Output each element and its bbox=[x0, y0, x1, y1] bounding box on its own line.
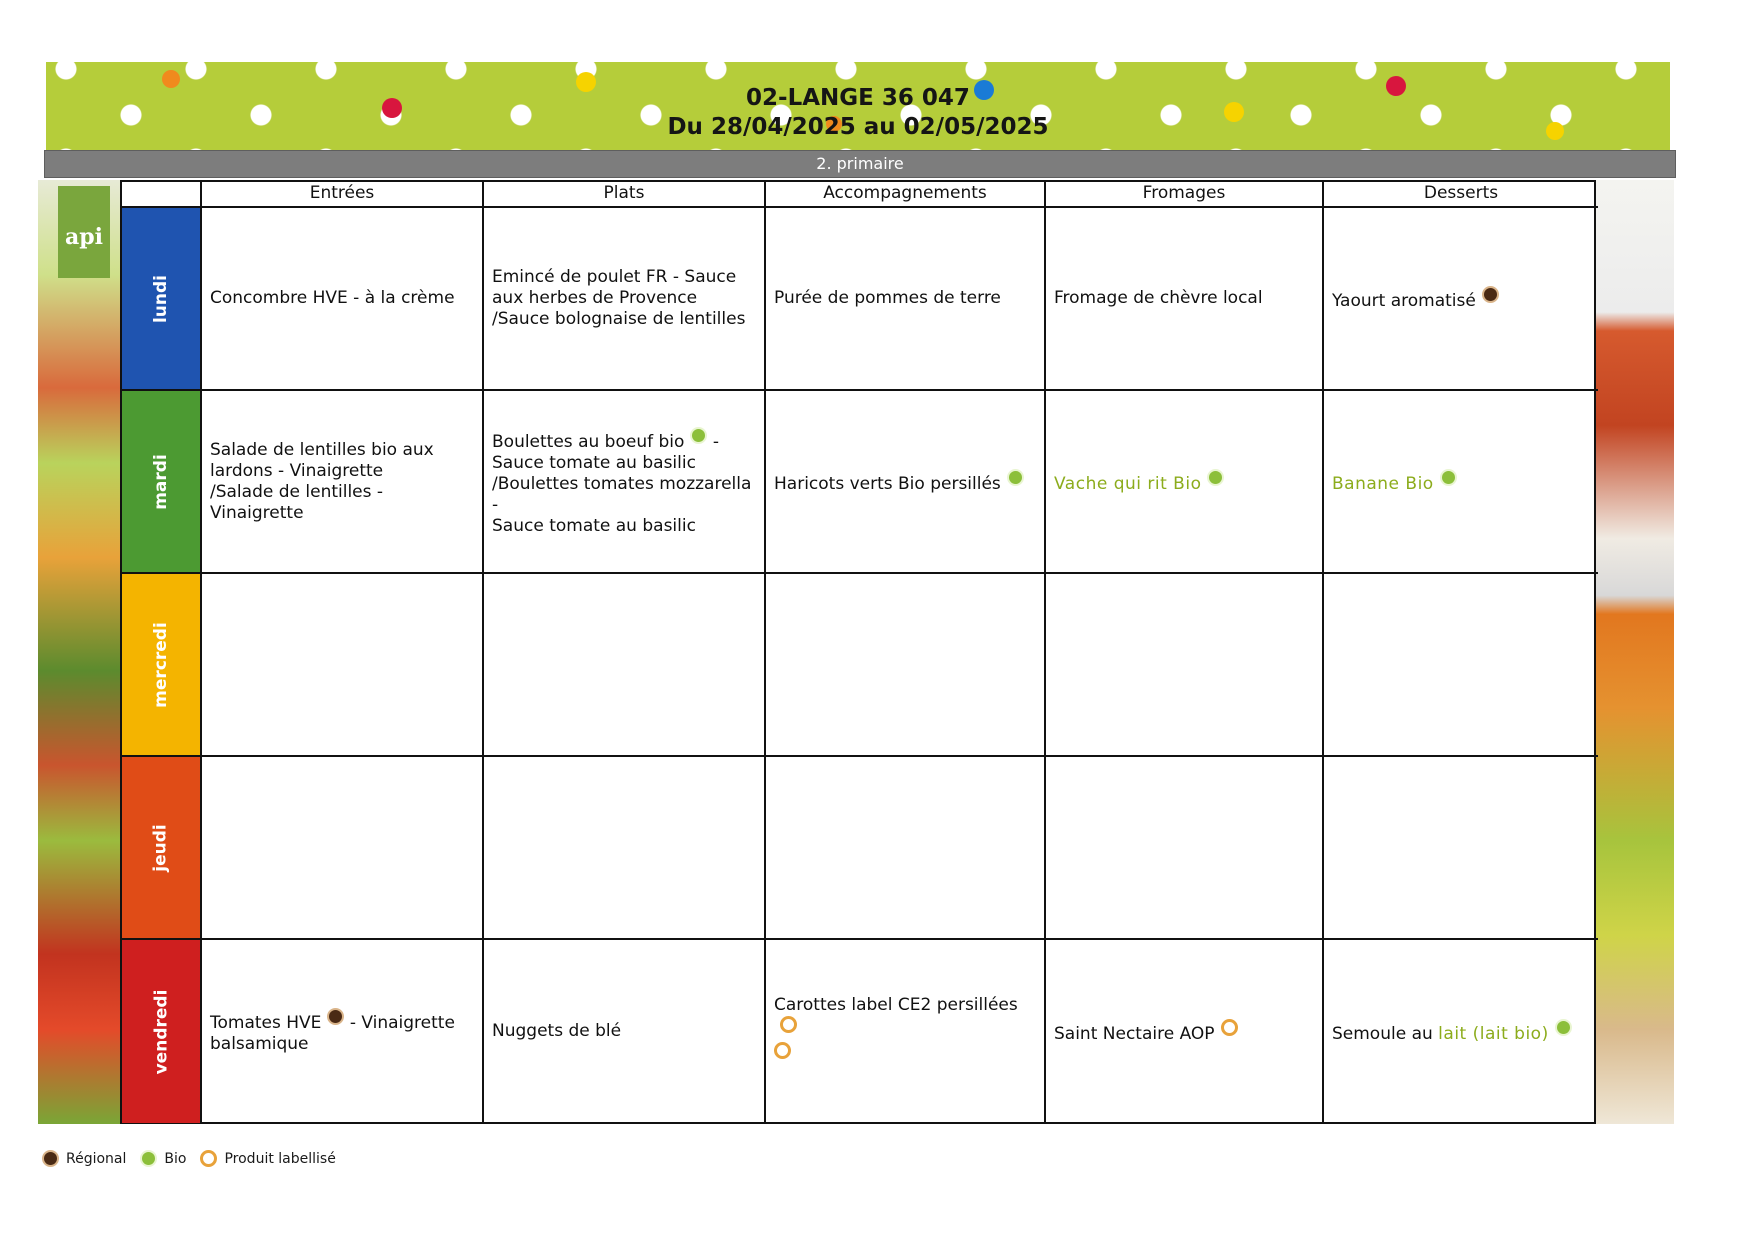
day-label-mardi bbox=[122, 391, 202, 574]
day-label-mercredi bbox=[122, 574, 202, 757]
menu-cell-mardi-entrees bbox=[202, 391, 484, 574]
menu-item-text: lait (lait bio) bbox=[1438, 1023, 1549, 1044]
bio-icon bbox=[1555, 1019, 1572, 1036]
menu-cell-mardi-desserts bbox=[1324, 391, 1598, 574]
day-name: mercredi bbox=[151, 621, 171, 708]
day-name: vendredi bbox=[151, 989, 172, 1074]
bio-icon bbox=[690, 427, 707, 444]
header-banner bbox=[46, 62, 1670, 152]
legend-label: Régional bbox=[66, 1150, 127, 1167]
menu-cell-mercredi-entrees bbox=[202, 574, 484, 757]
regional-icon bbox=[327, 1008, 344, 1025]
menu-item-text: Carottes label CE2 persillées bbox=[774, 995, 1018, 1015]
menu-cell-mercredi-plats bbox=[484, 574, 766, 757]
bio-icon bbox=[140, 1150, 157, 1167]
regional-icon bbox=[1482, 286, 1499, 303]
menu-cell-jeudi-plats bbox=[484, 757, 766, 940]
corner-cell bbox=[122, 182, 202, 208]
group-bar: 2. primaire bbox=[44, 150, 1676, 178]
menu-item-text: Purée de pommes de terre bbox=[774, 288, 1001, 308]
right-photo-strip bbox=[1596, 180, 1674, 1124]
legend bbox=[42, 1150, 344, 1167]
menu-cell-mercredi-fromages bbox=[1046, 574, 1324, 757]
day-name: jeudi bbox=[151, 823, 171, 872]
menu-item-text: Fromage de chèvre local bbox=[1054, 288, 1263, 308]
menu-cell-jeudi-accompagnements bbox=[766, 757, 1046, 940]
menu-item-text: - Vinaigrette balsamique bbox=[210, 1013, 455, 1054]
menu-cell-vendredi-desserts bbox=[1324, 940, 1598, 1123]
menu-cell-mardi-plats bbox=[484, 391, 766, 574]
menu-item-text: - bbox=[712, 431, 719, 452]
menu-item-text: /Boulettes tomates mozzarella - bbox=[492, 473, 752, 515]
menu-cell-jeudi-fromages bbox=[1046, 757, 1324, 940]
label-icon bbox=[774, 1042, 791, 1059]
menu-item-text: Vache qui rit Bio bbox=[1054, 473, 1202, 494]
legend-label: Bio bbox=[164, 1150, 187, 1167]
menu-item-text: Sauce tomate au basilic bbox=[492, 515, 696, 536]
menu-cell-lundi-plats bbox=[484, 208, 766, 391]
bio-icon bbox=[1440, 469, 1457, 486]
legend-label: Produit labellisé bbox=[224, 1150, 336, 1167]
menu-cell-jeudi-entrees bbox=[202, 757, 484, 940]
column-header: Accompagnements bbox=[766, 182, 1046, 208]
column-header: Desserts bbox=[1324, 182, 1598, 208]
menu-item-text: /Salade de lentilles - Vinaigrette bbox=[210, 481, 384, 523]
menu-cell-vendredi-accompagnements bbox=[766, 940, 1046, 1123]
column-header: Plats bbox=[484, 182, 766, 208]
left-photo-strip bbox=[38, 180, 120, 1124]
day-name: mardi bbox=[150, 453, 171, 510]
menu-cell-lundi-fromages bbox=[1046, 208, 1324, 391]
menu-cell-vendredi-entrees bbox=[202, 940, 484, 1123]
menu-item-text: /Sauce bolognaise de lentilles bbox=[492, 309, 746, 329]
menu-cell-mardi-fromages bbox=[1046, 391, 1324, 574]
menu-cell-vendredi-fromages bbox=[1046, 940, 1324, 1123]
menu-cell-mercredi-desserts bbox=[1324, 574, 1598, 757]
menu-cell-mardi-accompagnements bbox=[766, 391, 1046, 574]
menu-item-text: Salade de lentilles bio aux lardons - Vinaigrette bbox=[210, 439, 434, 481]
menu-item-text: Sauce tomate au basilic bbox=[492, 452, 696, 473]
school-code: 02-LANGE 36 047 bbox=[746, 85, 970, 111]
day-label-lundi bbox=[122, 208, 202, 391]
menu-item-text: Nuggets de blé bbox=[492, 1021, 622, 1041]
menu-item-text: Banane Bio bbox=[1332, 473, 1434, 494]
date-range: Du 28/04/2025 au 02/05/2025 bbox=[667, 114, 1049, 140]
menu-cell-mercredi-accompagnements bbox=[766, 574, 1046, 757]
menu-item-text: Semoule au bbox=[1332, 1023, 1433, 1044]
menu-item-text: Haricots verts Bio persillés bbox=[774, 473, 1001, 494]
label-icon bbox=[200, 1150, 217, 1167]
regional-icon bbox=[42, 1150, 59, 1167]
bio-icon bbox=[1007, 469, 1024, 486]
api-logo: api bbox=[58, 186, 110, 278]
menu-title bbox=[46, 84, 1670, 142]
column-header: Fromages bbox=[1046, 182, 1324, 208]
day-name: lundi bbox=[151, 274, 171, 323]
menu-item-text: Boulettes au boeuf bio bbox=[492, 431, 685, 452]
day-label-jeudi bbox=[122, 757, 202, 940]
column-header: Entrées bbox=[202, 182, 484, 208]
menu-item-text: Yaourt aromatisé bbox=[1332, 290, 1476, 311]
menu-cell-lundi-accompagnements bbox=[766, 208, 1046, 391]
label-icon bbox=[780, 1016, 797, 1033]
menu-cell-lundi-entrees bbox=[202, 208, 484, 391]
menu-item-text: Concombre HVE - à la crème bbox=[210, 288, 455, 308]
menu-cell-lundi-desserts bbox=[1324, 208, 1598, 391]
menu-item-text: Tomates HVE bbox=[210, 1013, 322, 1033]
menu-table bbox=[120, 180, 1596, 1124]
menu-cell-jeudi-desserts bbox=[1324, 757, 1598, 940]
bio-icon bbox=[1207, 469, 1224, 486]
menu-cell-vendredi-plats bbox=[484, 940, 766, 1123]
day-label-vendredi bbox=[122, 940, 202, 1123]
menu-item-text: Emincé de poulet FR - Sauce aux herbes de Provence bbox=[492, 267, 737, 308]
label-icon bbox=[1221, 1019, 1238, 1036]
menu-item-text: Saint Nectaire AOP bbox=[1054, 1023, 1215, 1044]
